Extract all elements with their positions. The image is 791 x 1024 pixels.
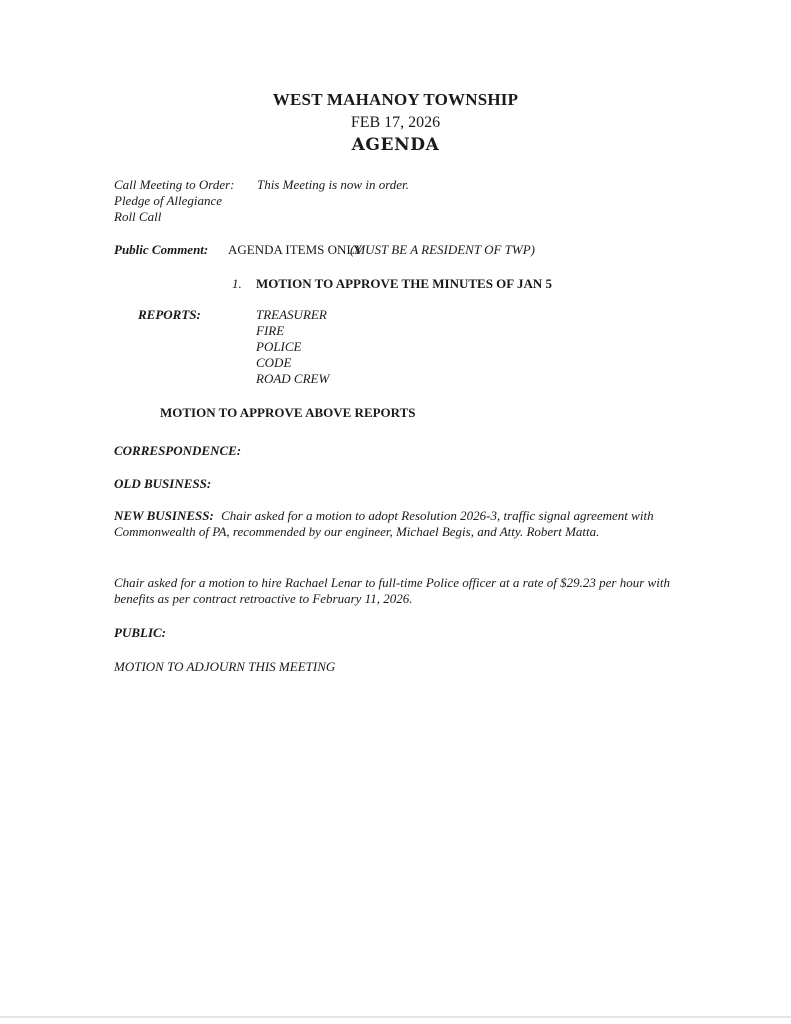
pledge-of-allegiance: Pledge of Allegiance bbox=[114, 193, 223, 208]
report-item-code: CODE bbox=[256, 355, 292, 370]
call-to-order-value: This Meeting is now in order. bbox=[257, 177, 409, 192]
agenda-heading: AGENDA bbox=[351, 135, 440, 155]
public-comment-text: AGENDA ITEMS ONLY bbox=[228, 242, 363, 257]
call-to-order-label: Call Meeting to Order: bbox=[114, 177, 235, 192]
report-item-treasurer: TREASURER bbox=[256, 307, 327, 322]
public-comment-label: Public Comment: bbox=[114, 242, 209, 257]
public-comment-note: (MUST BE A RESIDENT OF TWP) bbox=[350, 242, 536, 257]
new-business-item-2: Chair asked for a motion to hire Rachael Lenar to full-time Police officer at a rate of $29.23 per hour with benefits as per contract retroactive to February 11, 2026. bbox=[114, 575, 670, 606]
report-item-police: POLICE bbox=[256, 339, 302, 354]
reports-motion: MOTION TO APPROVE ABOVE REPORTS bbox=[160, 405, 416, 420]
reports-label: REPORTS: bbox=[138, 307, 201, 322]
report-item-fire: FIRE bbox=[256, 323, 285, 338]
township-title: WEST MAHANOY TOWNSHIP bbox=[272, 90, 519, 109]
new-business-label: NEW BUSINESS: bbox=[114, 508, 214, 523]
correspondence-label: CORRESPONDENCE: bbox=[114, 443, 242, 458]
report-item-road-crew: ROAD CREW bbox=[256, 371, 330, 386]
page-bottom-edge bbox=[0, 1016, 791, 1018]
adjourn-motion: MOTION TO ADJOURN THIS MEETING bbox=[114, 659, 336, 674]
meeting-date: FEB 17, 2026 bbox=[350, 114, 441, 131]
new-business-item-1 bbox=[114, 508, 674, 540]
roll-call: Roll Call bbox=[114, 209, 162, 224]
old-business-label: OLD BUSINESS: bbox=[114, 476, 212, 491]
public-label: PUBLIC: bbox=[114, 625, 166, 640]
new-business-item-1-text: Chair asked for a motion to adopt Resolution 2026-3, traffic signal agreement with Commonwealth of PA, recommended by our engineer, Michael Begis, and Atty. Robert Matta. bbox=[114, 508, 654, 539]
minutes-motion: MOTION TO APPROVE THE MINUTES OF JAN 5 bbox=[256, 276, 553, 291]
minutes-item-number: 1. bbox=[232, 276, 242, 291]
